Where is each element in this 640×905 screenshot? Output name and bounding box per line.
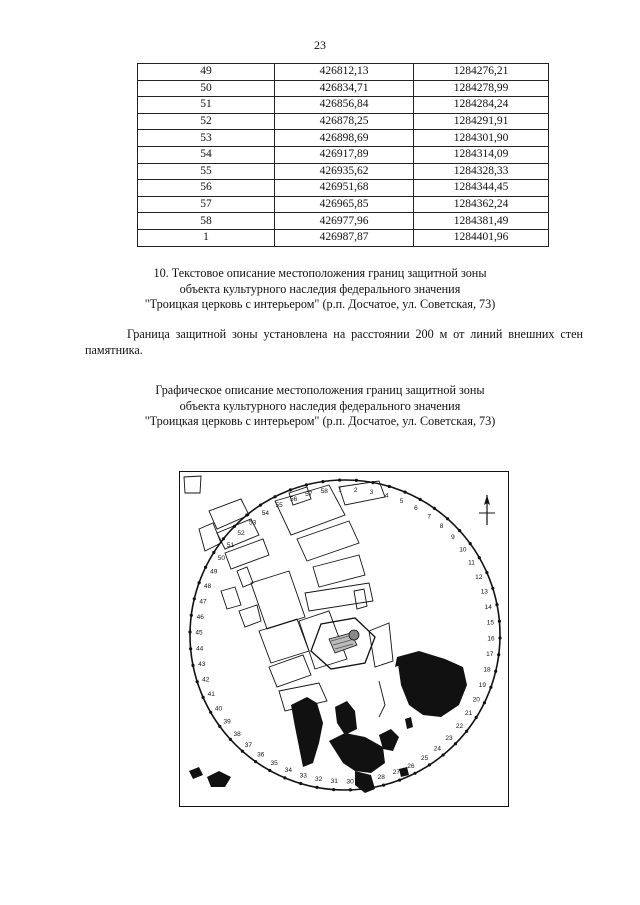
protection-zone-map — [179, 471, 509, 807]
boundary-point-label: 24 — [433, 745, 442, 753]
boundary-point-label: 8 — [439, 523, 444, 531]
section-10-heading — [0, 266, 640, 313]
boundary-point-label: 27 — [392, 769, 401, 777]
boundary-point-label: 36 — [257, 751, 265, 759]
boundary-point — [483, 701, 486, 704]
boundary-point — [188, 630, 191, 633]
boundary-point-label: 21 — [464, 710, 473, 718]
boundary-point — [254, 760, 257, 763]
boundary-point-label: 41 — [207, 691, 215, 699]
boundary-point-label: 57 — [305, 491, 313, 499]
boundary-point — [191, 664, 194, 667]
boundary-point-label: 37 — [244, 741, 253, 749]
point-number: 50 — [138, 80, 275, 97]
boundary-point-label: 1 — [338, 486, 342, 494]
table-row — [138, 64, 549, 81]
boundary-point — [413, 772, 416, 775]
y-coordinate: 1284276,21 — [414, 64, 549, 81]
boundary-point — [190, 614, 193, 617]
boundary-point-label: 19 — [478, 681, 487, 689]
boundary-point — [485, 571, 488, 574]
boundary-point — [189, 647, 192, 650]
boundary-point — [229, 738, 232, 741]
boundary-point — [283, 776, 286, 779]
boundary-paragraph — [85, 326, 583, 358]
y-coordinate: 1284314,09 — [414, 146, 549, 163]
x-coordinate: 426917,89 — [275, 146, 414, 163]
point-number: 52 — [138, 113, 275, 130]
graphic-description-heading — [0, 383, 640, 430]
y-coordinate: 1284301,90 — [414, 130, 549, 147]
boundary-point — [398, 779, 401, 782]
boundary-point — [305, 483, 308, 486]
boundary-point — [495, 603, 498, 606]
boundary-point-label: 25 — [420, 754, 429, 762]
boundary-point-label: 3 — [369, 488, 374, 496]
boundary-point-label: 47 — [199, 598, 207, 606]
boundary-point — [366, 787, 369, 790]
boundary-point — [259, 504, 262, 507]
boundary-point — [446, 517, 449, 520]
boundary-point — [209, 711, 212, 714]
boundary-point — [469, 542, 472, 545]
boundary-point-label: 28 — [377, 773, 385, 781]
point-number: 56 — [138, 180, 275, 197]
boundary-point-label: 55 — [275, 502, 283, 510]
boundary-point-label: 15 — [486, 619, 495, 627]
heading-line: "Троицкая церковь с интерьером" (р.п. Досчатое, ул. Советская, 73) — [144, 297, 496, 311]
point-number: 51 — [138, 97, 275, 114]
boundary-point-label: 7 — [427, 513, 432, 521]
boundary-point — [355, 479, 358, 482]
paragraph-line: Граница защитной зоны установлена на расстоянии 200 м от линий внешних стен — [127, 327, 583, 341]
heading-line: "Троицкая церковь с интерьером" (р.п. Досчатое, ул. Советская, 73) — [144, 414, 496, 428]
table-row — [138, 130, 549, 147]
point-number: 58 — [138, 213, 275, 230]
boundary-point-label: 20 — [472, 696, 480, 704]
boundary-point-label: 13 — [480, 588, 488, 596]
y-coordinate: 1284381,49 — [414, 213, 549, 230]
boundary-point-label: 40 — [214, 705, 223, 713]
boundary-point — [442, 753, 445, 756]
boundary-point-label: 17 — [486, 651, 494, 659]
boundary-point — [458, 529, 461, 532]
point-number: 1 — [138, 229, 275, 246]
y-coordinate: 1284328,33 — [414, 163, 549, 180]
boundary-point — [388, 485, 391, 488]
table-row — [138, 196, 549, 213]
boundary-point-label: 33 — [299, 772, 307, 780]
y-coordinate: 1284362,24 — [414, 196, 549, 213]
point-number: 54 — [138, 146, 275, 163]
boundary-point-label: 22 — [455, 723, 464, 731]
table-row — [138, 163, 549, 180]
heading-line: объекта культурного наследия федерального значения — [179, 281, 461, 296]
boundary-point-label: 53 — [248, 519, 257, 527]
table-row — [138, 180, 549, 197]
x-coordinate: 426935,62 — [275, 163, 414, 180]
y-coordinate: 1284278,99 — [414, 80, 549, 97]
boundary-point — [491, 587, 494, 590]
boundary-point-label: 29 — [362, 777, 370, 784]
x-coordinate: 426812,13 — [275, 64, 414, 81]
heading-line: объекта культурного наследия федерального значения — [179, 398, 461, 413]
boundary-point-label: 42 — [202, 676, 210, 684]
x-coordinate: 426898,69 — [275, 130, 414, 147]
boundary-point-label: 30 — [346, 778, 354, 786]
boundary-point — [193, 597, 196, 600]
boundary-point — [332, 788, 335, 791]
boundary-point — [218, 725, 221, 728]
x-coordinate: 426856,84 — [275, 97, 414, 114]
boundary-point — [202, 696, 205, 699]
boundary-point — [497, 653, 500, 656]
point-number: 57 — [138, 196, 275, 213]
boundary-point — [478, 556, 481, 559]
boundary-point-label: 52 — [237, 530, 245, 538]
boundary-point-label: 2 — [353, 486, 358, 494]
table-row — [138, 113, 549, 130]
boundary-point-label: 18 — [483, 666, 491, 674]
boundary-point-label: 39 — [223, 718, 231, 726]
boundary-point — [289, 488, 292, 491]
boundary-point-label: 4 — [384, 492, 389, 500]
x-coordinate: 426951,68 — [275, 180, 414, 197]
boundary-point-label: 10 — [459, 546, 467, 554]
heading-line: Графическое описание местоположения границ защитной зоны — [155, 383, 485, 397]
point-number: 55 — [138, 163, 275, 180]
x-coordinate: 426834,71 — [275, 80, 414, 97]
boundary-point-label: 6 — [414, 504, 418, 512]
boundary-point — [299, 782, 302, 785]
boundary-point-label: 12 — [475, 573, 483, 581]
boundary-point-label: 14 — [484, 603, 492, 611]
boundary-point — [382, 784, 385, 787]
table-row — [138, 146, 549, 163]
boundary-point — [404, 491, 407, 494]
boundary-point-label: 50 — [217, 554, 226, 562]
boundary-point — [233, 525, 236, 528]
boundary-point — [338, 479, 341, 482]
heading-line: 10. Текстовое описание местоположения границ защитной зоны — [153, 266, 487, 280]
boundary-point-label: 43 — [198, 661, 206, 669]
y-coordinate: 1284291,91 — [414, 113, 549, 130]
boundary-point-label: 31 — [330, 778, 338, 786]
boundary-point — [498, 636, 501, 639]
boundary-point — [315, 786, 318, 789]
page-number: 23 — [314, 38, 326, 52]
boundary-point — [198, 581, 201, 584]
boundary-point-label: 51 — [226, 541, 235, 549]
x-coordinate: 426977,96 — [275, 213, 414, 230]
boundary-point-label: 32 — [314, 776, 323, 784]
boundary-point — [273, 495, 276, 498]
boundary-point-label: 11 — [468, 559, 475, 567]
boundary-point — [433, 507, 436, 510]
boundary-point-label: 16 — [487, 635, 495, 643]
boundary-point — [494, 670, 497, 673]
boundary-point — [321, 480, 324, 483]
table-row — [138, 213, 549, 230]
boundary-point-label: 45 — [195, 629, 203, 637]
boundary-point-label: 54 — [261, 510, 270, 518]
boundary-point — [454, 742, 457, 745]
boundary-point — [465, 730, 468, 733]
boundary-point-label: 26 — [407, 762, 415, 770]
boundary-point-label: 23 — [445, 734, 453, 742]
table-row — [138, 80, 549, 97]
boundary-point-label: 35 — [270, 760, 278, 768]
boundary-point-label: 34 — [284, 767, 293, 775]
boundary-point-label: 49 — [210, 568, 218, 576]
boundary-point-label: 9 — [451, 534, 455, 542]
y-coordinate: 1284344,45 — [414, 180, 549, 197]
boundary-point — [489, 686, 492, 689]
y-coordinate: 1284401,96 — [414, 229, 549, 246]
boundary-point-label: 58 — [320, 488, 328, 495]
boundary-point-label: 48 — [203, 583, 212, 591]
map-drawing — [179, 471, 509, 807]
boundary-point — [349, 788, 352, 791]
table-row — [138, 229, 549, 246]
boundary-point — [419, 498, 422, 501]
boundary-point — [222, 537, 225, 540]
boundary-point — [245, 513, 248, 516]
boundary-point-label: 38 — [233, 730, 241, 738]
boundary-point-label: 5 — [399, 497, 404, 505]
x-coordinate: 426878,25 — [275, 113, 414, 130]
table-row — [138, 97, 549, 114]
boundary-point-label: 46 — [196, 613, 204, 621]
boundary-point — [371, 481, 374, 484]
coordinates-table — [137, 63, 549, 247]
boundary-point — [212, 551, 215, 554]
boundary-point — [428, 763, 431, 766]
boundary-point — [241, 750, 244, 753]
boundary-point — [475, 716, 478, 719]
paragraph-line: памятника. — [85, 343, 143, 357]
boundary-point — [268, 769, 271, 772]
boundary-point — [196, 680, 199, 683]
boundary-point-label: 44 — [195, 645, 204, 653]
x-coordinate: 426987,87 — [275, 229, 414, 246]
boundary-point — [204, 566, 207, 569]
boundary-point-label: 56 — [289, 495, 298, 503]
x-coordinate: 426965,85 — [275, 196, 414, 213]
point-number: 53 — [138, 130, 275, 147]
boundary-point — [498, 620, 501, 623]
point-number: 49 — [138, 64, 275, 81]
y-coordinate: 1284284,24 — [414, 97, 549, 114]
